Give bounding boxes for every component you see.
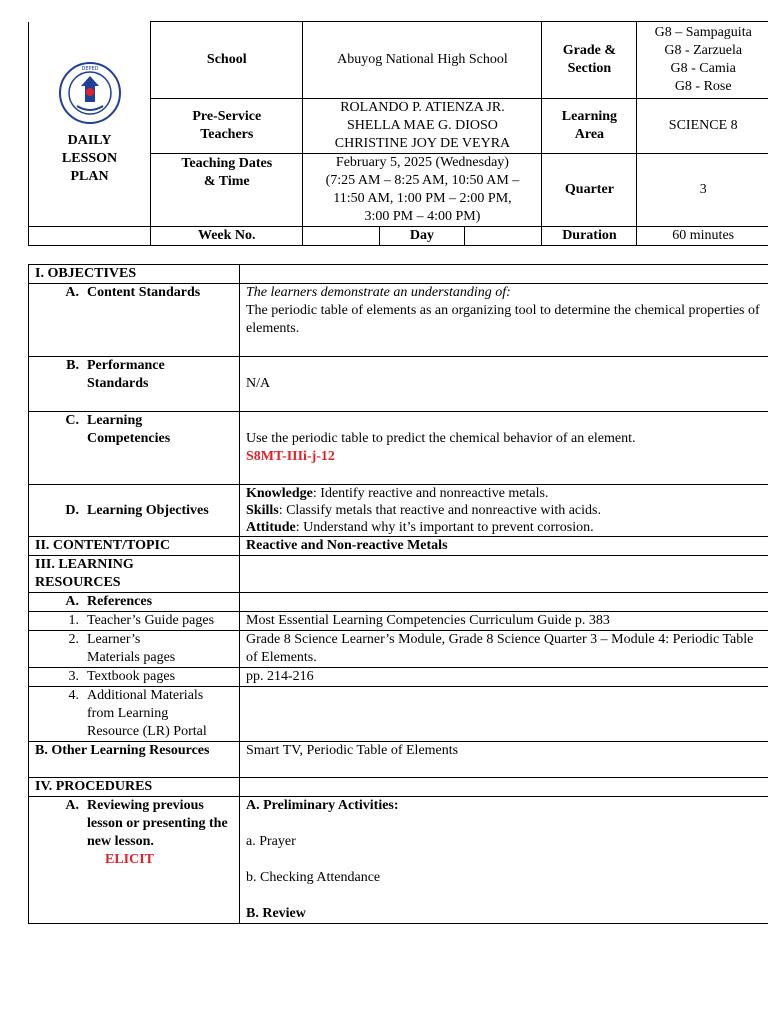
competencies-label-line1: Learning: [87, 413, 143, 428]
resource-label: Textbook pages: [87, 669, 176, 684]
attendance-item: b. Checking Attendance: [246, 870, 381, 885]
teachers-label-line2: Teachers: [200, 127, 254, 142]
resource-value: Grade 8 Science Learner’s Module, Grade 8 Science Quarter 3 – Module 4: Periodic Table of Elements.: [240, 631, 768, 668]
review-value: [240, 797, 768, 924]
item-number: 1.: [68, 613, 79, 628]
references-label: References: [87, 594, 153, 609]
school-label: School: [151, 22, 303, 99]
section-item: G8 – Sampaguita: [654, 25, 752, 40]
competency-code: S8MT-IIIi-j-12: [246, 449, 335, 464]
school-value: Abuyog National High School: [303, 22, 542, 99]
lesson-plan-table: [28, 264, 768, 924]
deped-seal-logo: [59, 62, 121, 124]
teacher-name: CHRISTINE JOY DE VEYRA: [334, 136, 511, 151]
content-standards-text: The periodic table of elements as an organizing tool to determine the chemical properties of elements.: [246, 303, 760, 336]
section-item: G8 - Rose: [674, 79, 732, 94]
teachers-label-line1: Pre-Service: [192, 109, 262, 124]
item-number: 3.: [68, 669, 79, 684]
performance-standards-value: N/A: [240, 357, 768, 412]
resource-label-cell: [29, 612, 240, 631]
dates-label: [151, 154, 303, 227]
item-letter: A.: [65, 285, 79, 300]
resource-label-cell: [29, 668, 240, 687]
grade-section-label: [542, 22, 637, 99]
teacher-name: ROLANDO P. ATIENZA JR.: [340, 100, 505, 115]
performance-label-line1: Performance: [87, 358, 165, 373]
attitude-label: Attitude: [246, 520, 296, 535]
content-standards-label-cell: [29, 284, 240, 357]
knowledge-text: : Identify reactive and nonreactive metals.: [312, 486, 549, 501]
attitude-objective: [246, 519, 764, 536]
date-line: February 5, 2025 (Wednesday): [335, 155, 509, 170]
content-topic: Reactive and Non-reactive Metals: [240, 537, 768, 556]
resources-heading: [29, 556, 240, 593]
prayer-item: a. Prayer: [246, 834, 296, 849]
date-line: 3:00 PM – 4:00 PM): [364, 209, 481, 224]
content-standards-value: [240, 284, 768, 357]
teachers-label: [151, 99, 303, 154]
day-value: [465, 227, 542, 246]
dates-label-line2: & Time: [203, 174, 250, 189]
quarter-label: Quarter: [542, 154, 637, 227]
resource-label: Learner’s Materials pages: [87, 632, 176, 665]
plan-title-line3: PLAN: [70, 169, 109, 184]
plan-title-line2: LESSON: [61, 151, 118, 166]
item-number: 2.: [68, 632, 79, 647]
content-heading: II. CONTENT/TOPIC: [29, 537, 240, 556]
quarter-value: 3: [637, 154, 768, 227]
day-label: Day: [379, 227, 465, 246]
week-label: Week No.: [151, 227, 303, 246]
review-label-cell: [29, 797, 240, 924]
empty-cell: [240, 778, 768, 797]
content-standards-intro: The learners demonstrate an understanding of:: [246, 285, 511, 300]
item-letter: D.: [65, 502, 79, 518]
learning-objectives-value: [240, 485, 768, 537]
competencies-label-cell: [29, 412, 240, 485]
knowledge-label: Knowledge: [246, 486, 313, 501]
dates-label-line1: Teaching Dates: [181, 156, 273, 171]
competencies-text: Use the periodic table to predict the chemical behavior of an element.: [246, 431, 636, 446]
skills-label: Skills: [246, 503, 279, 518]
resources-heading-line2: RESOURCES: [35, 575, 121, 590]
duration-label: Duration: [542, 227, 637, 246]
content-standards-label: Content Standards: [87, 285, 201, 300]
area-label-line2: Area: [574, 127, 605, 142]
date-line: 11:50 AM, 1:00 PM – 2:00 PM,: [333, 191, 512, 206]
item-letter: B.: [66, 358, 79, 373]
knowledge-objective: [246, 485, 764, 502]
item-letter: A.: [65, 798, 79, 813]
empty-cell: [240, 265, 768, 284]
week-value: [303, 227, 379, 246]
date-line: (7:25 AM – 8:25 AM, 10:50 AM –: [325, 173, 520, 188]
competencies-value: [240, 412, 768, 485]
learning-objectives-label-cell: [29, 485, 240, 537]
performance-standards-label-cell: [29, 357, 240, 412]
learning-area-value: SCIENCE 8: [637, 99, 768, 154]
teacher-name: SHELLA MAE G. DIOSO: [347, 118, 498, 133]
item-letter: C.: [65, 413, 79, 428]
review-heading: B. Review: [246, 906, 306, 921]
resource-value: Most Essential Learning Competencies Curriculum Guide p. 383: [240, 612, 768, 631]
grade-section-value: [637, 22, 768, 99]
blank-cell: [29, 227, 151, 246]
section-item: G8 - Zarzuela: [664, 43, 743, 58]
grade-label-line2: Section: [567, 61, 612, 76]
area-label-line1: Learning: [561, 109, 618, 124]
logo-title-cell: [29, 22, 151, 227]
skills-objective: [246, 502, 764, 519]
grade-label-line1: Grade &: [562, 43, 617, 58]
other-resources-value: Smart TV, Periodic Table of Elements: [240, 742, 768, 778]
learning-objectives-label: Learning Objectives: [87, 502, 209, 518]
objectives-heading: I. OBJECTIVES: [29, 265, 240, 284]
item-letter: A.: [65, 594, 79, 609]
resource-label: Teacher’s Guide pages: [87, 613, 215, 628]
other-resources-label: B. Other Learning Resources: [29, 742, 240, 778]
learning-area-label: [542, 99, 637, 154]
empty-cell: [240, 556, 768, 593]
competencies-label-line2: Competencies: [87, 431, 171, 446]
skills-text: : Classify metals that reactive and nonreactive with acids.: [278, 503, 601, 518]
teachers-value: [303, 99, 542, 154]
resource-label: Additional Materials from Learning Resource (LR) Portal: [87, 688, 207, 739]
duration-value: 60 minutes: [637, 227, 768, 246]
resource-value: [240, 687, 768, 742]
dates-value: [303, 154, 542, 227]
item-number: 4.: [68, 688, 79, 703]
references-label-cell: [29, 593, 240, 612]
resource-value: pp. 214-216: [240, 668, 768, 687]
resource-label-cell: [29, 631, 240, 668]
review-label: Reviewing previous lesson or presenting the new lesson.: [87, 798, 228, 849]
resources-heading-line1: III. LEARNING: [35, 557, 134, 572]
section-item: G8 - Camia: [670, 61, 736, 76]
plan-title-line1: DAILY: [67, 133, 112, 148]
performance-label-line2: Standards: [87, 376, 149, 391]
resource-label-cell: [29, 687, 240, 742]
elicit-label: ELICIT: [105, 852, 155, 867]
attitude-text: : Understand why it’s important to prevent corrosion.: [295, 520, 594, 535]
preliminary-heading: A. Preliminary Activities:: [246, 798, 399, 813]
svg-text:DEPED: DEPED: [81, 66, 99, 72]
empty-cell: [240, 593, 768, 612]
procedures-heading: IV. PROCEDURES: [29, 778, 240, 797]
lesson-header-table: [28, 21, 768, 246]
